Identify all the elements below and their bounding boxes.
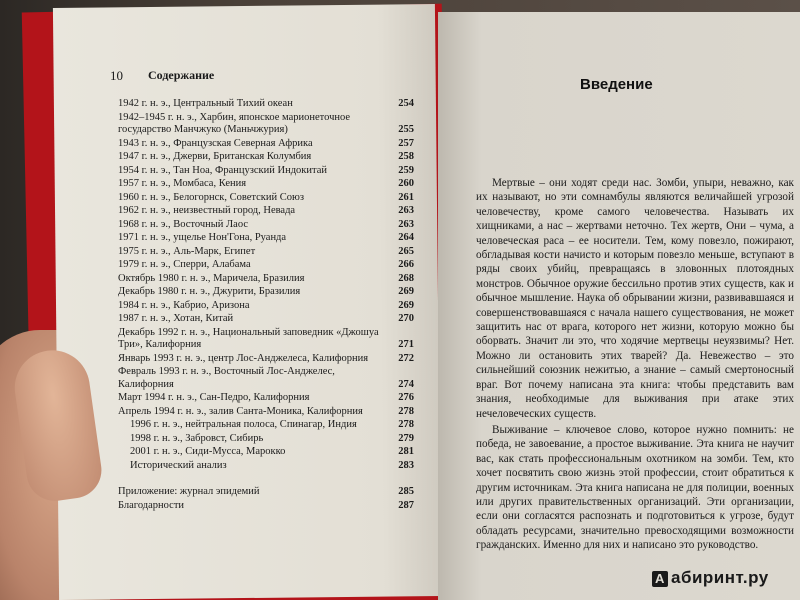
toc-entry xyxy=(118,232,418,245)
toc-entry xyxy=(118,327,418,352)
toc-entry-page: 272 xyxy=(398,352,414,364)
toc-entry-page: 265 xyxy=(398,245,414,257)
toc-entry-page: 257 xyxy=(398,137,414,149)
toc-entry xyxy=(118,259,418,272)
toc-entry-title: 1943 г. н. э., Французская Северная Африка xyxy=(118,137,313,149)
toc-entry xyxy=(118,406,418,419)
toc-entry-page: 263 xyxy=(398,218,414,230)
toc-entry-page: 268 xyxy=(398,272,414,284)
toc-entry-title: 1984 г. н. э., Кабрио, Аризона xyxy=(118,299,250,311)
toc-entry-title: Благодарности xyxy=(118,499,185,511)
toc-entry-title: 1960 г. н. э., Белогорнск, Советский Союз xyxy=(118,191,305,203)
toc-entry-title: Октябрь 1980 г. н. э., Маричела, Бразилия xyxy=(118,272,305,284)
body-text xyxy=(476,176,794,555)
labirint-logo-icon: А xyxy=(652,571,668,587)
toc-entry-page: 271 xyxy=(398,339,414,350)
toc-entry-page: 276 xyxy=(398,392,414,403)
toc-entry xyxy=(118,178,418,191)
toc-entry xyxy=(118,460,418,473)
toc-entry-title: Приложение: журнал эпидемий xyxy=(118,486,260,497)
toc-entry-page: 254 xyxy=(398,98,414,109)
toc-entry xyxy=(118,205,418,218)
toc-entry-page: 260 xyxy=(398,178,414,189)
toc-entry-title: 2001 г. н. э., Сиди-Мусса, Марокко xyxy=(130,446,286,457)
watermark xyxy=(652,568,769,588)
toc-entry xyxy=(118,353,418,366)
toc-entry-title: 1957 г. н. э., Момбаса, Кения xyxy=(118,178,247,189)
toc-entry xyxy=(118,433,418,446)
toc-entry-title: Январь 1993 г. н. э., центр Лос-Анджелеса, Калифорния xyxy=(118,352,369,364)
toc-entry-title: Март 1994 г. н. э., Сан-Педро, Калифорния xyxy=(118,392,310,403)
toc-entry-title: 1979 г. н. э., Сперри, Алабама xyxy=(118,259,251,270)
page-number: 10 xyxy=(110,68,123,83)
toc-entry-title: 1962 г. н. э., неизвестный город, Невада xyxy=(118,205,296,216)
toc-entry xyxy=(118,98,418,111)
toc-entry-page: 279 xyxy=(398,432,414,444)
toc-entry-page: 258 xyxy=(398,151,414,162)
chapter-title: Введение xyxy=(580,76,653,93)
toc-entry-page: 263 xyxy=(398,205,414,216)
toc-entry-title: 1998 г. н. э., Забровст, Сибирь xyxy=(130,432,264,444)
toc-entry-title: Декабрь 1992 г. н. э., Национальный заповедник «Джошуа Три», Калифорния xyxy=(118,326,379,350)
toc-entry-page: 278 xyxy=(398,405,414,417)
toc-entry xyxy=(118,486,418,499)
toc-entry xyxy=(118,138,418,151)
toc-entry-page: 285 xyxy=(398,486,414,497)
toc-entry-page: 255 xyxy=(398,124,414,135)
toc-entry xyxy=(118,192,418,205)
toc-entry-page: 266 xyxy=(398,259,414,270)
toc-entry-page: 270 xyxy=(398,313,414,324)
toc-entry-page: 269 xyxy=(398,286,414,297)
toc-entry-page: 278 xyxy=(398,419,414,430)
toc-entry-title: 1987 г. н. э., Хотан, Китай xyxy=(118,313,234,324)
toc-entry-title: Исторический анализ xyxy=(130,459,227,471)
toc-entry-title: Февраль 1993 г. н. э., Восточный Лос-Анджелес, Калифорния xyxy=(118,366,335,390)
toc-entry-title: Декабрь 1980 г. н. э., Джурити, Бразилия xyxy=(118,286,301,297)
toc-entry xyxy=(118,273,418,286)
paragraph: Мертвые – они ходят среди нас. Зомби, упыри, неважно, как их называют, но эти сомнамбулы являются величайшей угрозой человечеству, кроме самого человечества. Называть их хищниками, а нас – жертвами неточно. Тех жертв, Они – чума, а человеческая раса – ее носители. Тем, кому повезло, пожирают, обгладывая кости начисто и которым повезло меньше, вступают в ряды своих убийц, превращаясь в зловонных плотоядных монстров. Обычное оружие бессильно против этих существ, как и обычное мышление. Наука об обрывании жизни, развивавшаяся и совершенствовавшаяся с начала нашего существования, не может защитить нас от врага, которого нет жизни, которую можно бы оборвать. Значит ли это, что ходячие мертвецы неуязвимы? Нет. Можно ли остановить этих тварей? Да. Невежество – это сильнейший союзник нежитью, а знание – самый смертоносный враг. Вот почему написана эта книга: чтобы представить вам знания, необходимые для выживания при атаке этих нечеловеческих существ. xyxy=(476,177,794,420)
toc-entry-title: 1996 г. н. э., нейтральная полоса, Спинагар, Индия xyxy=(130,419,357,430)
toc-entry-title: 1968 г. н. э., Восточный Лаос xyxy=(118,218,249,230)
toc-entry-title: 1947 г. н. э., Джерви, Британская Колумбия xyxy=(118,151,312,162)
toc-entry-page: 261 xyxy=(398,191,414,203)
toc-entry-page: 281 xyxy=(398,446,414,457)
toc-entry-page: 287 xyxy=(398,499,414,511)
toc-entry-page: 264 xyxy=(398,232,414,243)
toc-entry xyxy=(118,246,418,259)
table-of-contents xyxy=(118,98,418,513)
toc-entry-page: 269 xyxy=(398,299,414,311)
toc-entry xyxy=(118,392,418,405)
toc-entry xyxy=(118,112,418,137)
toc-entry xyxy=(118,366,418,391)
watermark-text: абиринт.ру xyxy=(671,568,769,587)
toc-entry xyxy=(118,165,418,178)
toc-entry-title: 1975 г. н. э., Аль-Марк, Египет xyxy=(118,245,256,257)
toc-entry-title: 1942 г. н. э., Центральный Тихий океан xyxy=(118,98,293,109)
toc-entry-title: 1954 г. н. э., Тан Ноа, Французский Индокитай xyxy=(118,164,328,176)
toc-entry-title: 1971 г. н. э., ущелье Нон'Гона, Руанда xyxy=(118,232,287,243)
toc-entry xyxy=(118,151,418,164)
paragraph: Выживание – ключевое слово, которое нужно помнить: не победа, не завоевание, а простое выживание. Эта книга не научит вас, как стать профессиональным охотником на зомби. Тем, кто хочет посвятить свою жизнь этой профессии, стоит обратиться к другим источникам. Эта книга написана не для полиции, военных или других правительственных организаций. Эти организации, если они согласятся распознать и подготовиться к угрозе, будут обладать ресурсами, значительно превосходящими возможности гражданских. Именно для них и написано это руководство. xyxy=(476,423,794,552)
toc-entry-page: 274 xyxy=(398,378,414,390)
toc-entry xyxy=(118,219,418,232)
toc-entry xyxy=(118,446,418,459)
toc-entry-title: 1942–1945 г. н. э., Харбин, японское марионеточное государство Манчжуко (Маньчжурия) xyxy=(118,111,351,135)
toc-entry xyxy=(118,500,418,513)
toc-entry-page: 283 xyxy=(398,459,414,471)
toc-entry-title: Апрель 1994 г. н. э., залив Санта-Моника, Калифорния xyxy=(118,405,363,417)
toc-entry-page: 259 xyxy=(398,164,414,176)
page-header: Содержание xyxy=(148,68,215,82)
toc-entry xyxy=(118,300,418,313)
toc-entry xyxy=(118,313,418,326)
toc-entry xyxy=(118,286,418,299)
toc-entry xyxy=(118,419,418,432)
